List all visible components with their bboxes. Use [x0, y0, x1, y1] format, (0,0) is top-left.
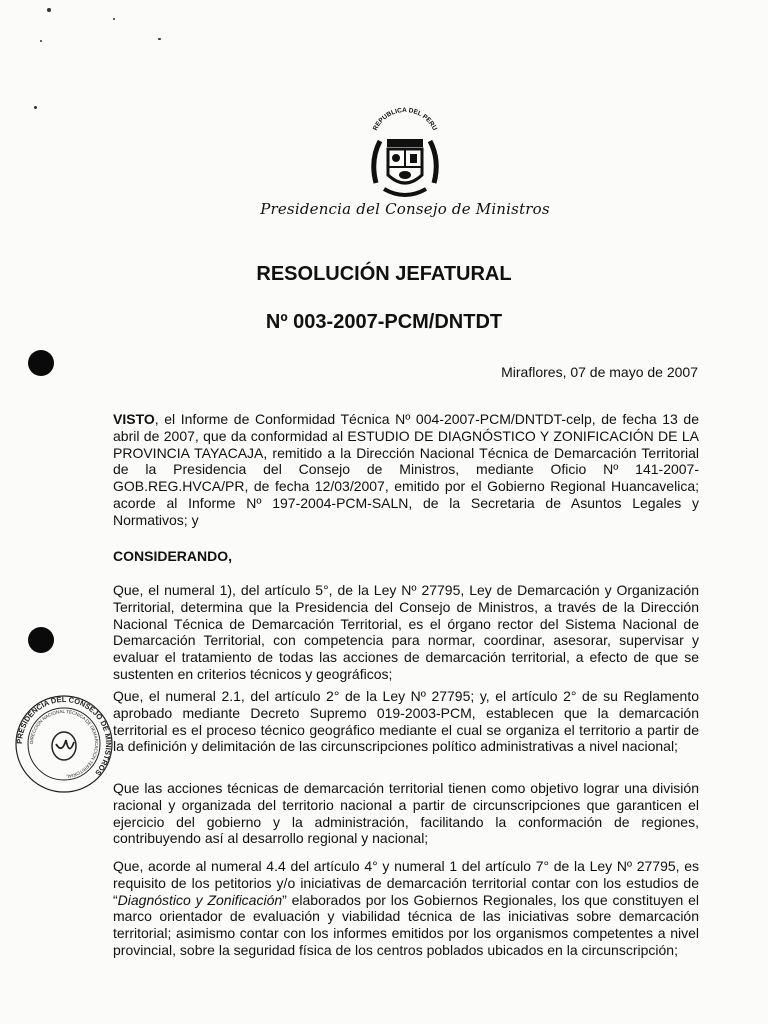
scan-speck	[34, 106, 37, 109]
paragraph-2: Que, el numeral 2.1, del artículo 2° de la Ley Nº 27795; y, el artículo 2° de su Reglamento aprobado mediante Decreto Supremo 019-2003-PCM, establecen que la demarcación territorial es el proceso técnico geográfico mediante el cual se organiza el territorio a partir de la definición y delimitación de las circunscripciones político administrativas a nivel nacional;	[113, 688, 699, 755]
paragraph-4	[113, 858, 699, 959]
institution-name: Presidencia del Consejo de Ministros	[260, 200, 550, 218]
svg-text:REPUBLICA DEL PERU: REPUBLICA DEL PERU	[371, 106, 439, 132]
paragraph-1: Que, el numeral 1), del artículo 5°, de la Ley Nº 27795, Ley de Demarcación y Organización Territorial, determina que la Presidencia del Consejo de Ministros, a través de la Dirección Nacional Técnica de Demarcación Territorial, es el órgano rector del Sistema Nacional de Demarcación Territorial, con competencia para normar, coordinar, asesorar, supervisar y evaluar el tratamiento de todas las acciones de demarcación territorial, a efecto de que se sustenten en criterios técnicos y geográficos;	[113, 582, 699, 682]
svg-text:DIRECCION NACIONAL TECNICA DE: DIRECCION NACIONAL TECNICA DE DEMARCACION TERRITORIAL	[28, 708, 100, 779]
institutional-stamp	[14, 694, 114, 794]
visto-label: VISTO	[113, 411, 155, 427]
scan-speck	[47, 8, 51, 12]
scan-speck	[113, 18, 115, 20]
paragraph-3: Que las acciones técnicas de demarcación territorial tienen como objetivo lograr una división racional y organizada del territorio nacional a partir de circunscripciones que garanticen el ejercicio del gobierno y la administración, facilitando la conformación de regiones, contribuyendo así al desarrollo regional y nacional;	[113, 780, 699, 847]
document-title: RESOLUCIÓN JEFATURAL	[256, 263, 512, 285]
paragraph-4-italic: Diagnóstico y Zonificación	[117, 891, 283, 908]
svg-text:PRESIDENCIA DEL CONSEJO DE MIN: PRESIDENCIA DEL CONSEJO DE MINISTROS	[14, 694, 114, 778]
document-number: Nº 003-2007-PCM/DNTDT	[265, 311, 503, 333]
considerando-heading: CONSIDERANDO,	[113, 548, 233, 564]
paragraph-4-part-a: Que, acorde al numeral 4.4 del artículo 4° y numeral 1 del artículo 7° de la Ley Nº 27795, es requisito de los petitorios y/o iniciativas de demarcación territorial contar con los estudios de “	[113, 858, 699, 908]
coat-of-arms-icon	[360, 105, 450, 205]
scan-speck	[158, 38, 161, 40]
visto-paragraph	[113, 411, 699, 529]
punch-hole	[28, 627, 54, 653]
scan-speck	[40, 40, 42, 42]
punch-hole	[28, 350, 54, 376]
visto-text: , el Informe de Conformidad Técnica Nº 004-2007-PCM/DNTDT-celp, de fecha 13 de abril de 2007, que da conformidad al ESTUDIO DE DIAGNÓSTICO Y ZONIFICACIÓN DE LA PROVINCIA TAYACAJA, remitido a la Dirección Nacional Técnica de Demarcación Territorial de la Presidencia del Consejo de Ministros, mediante Oficio Nº 141-2007-GOB.REG.HVCA/PR, de fecha 12/03/2007, emitido por el Gobierno Regional Huancavelica; acorde al Informe Nº 197-2004-PCM-SALN, de la Secretaria de Asuntos Legales y Normativos; y	[113, 411, 699, 528]
document-date: Miraflores, 07 de mayo de 2007	[501, 364, 698, 380]
paragraph-4-part-b: ” elaborados por los Gobiernos Regionales, los que constituyen el marco orientador de evaluación y viabilidad técnica de las iniciativas sobre demarcación territorial; asimismo contar con los informes emitidos por los organismos competentes a nivel provincial, sobre la seguridad física de los centros poblados ubicados en la circunscripción;	[113, 891, 700, 958]
